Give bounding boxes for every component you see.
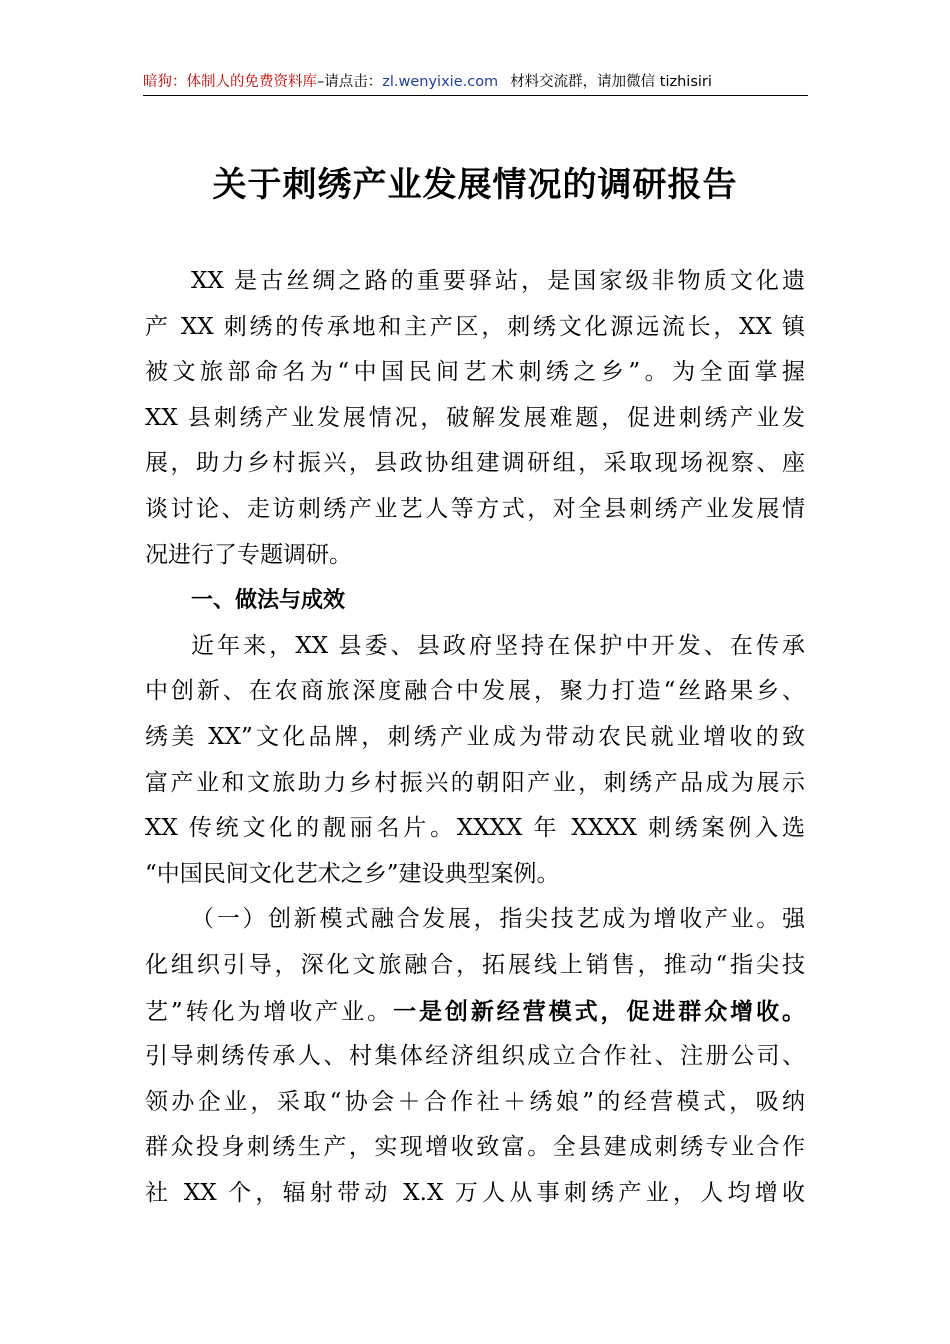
text-line: （一）创新模式融合发展，指尖技艺成为增收产业。强 — [191, 906, 805, 933]
text-line: 化组织引导，深化文旅融合，拓展线上销售，推动“指尖技 — [145, 951, 805, 978]
text-line: 富产业和文旅助力乡村振兴的朝阳产业，刺绣产品成为展示 — [145, 769, 805, 796]
text-span: 艺”转化为增收产业。 — [145, 998, 394, 1025]
page-header — [143, 70, 808, 96]
document-title: 关于刺绣产业发展情况的调研报告 — [212, 165, 738, 205]
text-line: 引导刺绣传承人、村集体经济组织成立合作社、注册公司、 — [145, 1043, 805, 1070]
header-mid: –请点击： — [317, 74, 383, 90]
header-prefix: 暗狗：体制人的免费资料库 — [143, 74, 317, 90]
text-line: 况进行了专题调研。 — [145, 541, 352, 568]
text-line: XX 是古丝绸之路的重要驿站，是国家级非物质文化遗 — [191, 268, 805, 294]
text-line: “中国民间文化艺术之乡”建设典型案例。 — [145, 860, 560, 887]
text-line: 群众投身刺绣生产，实现增收致富。全县建成刺绣专业合作 — [145, 1134, 805, 1161]
section-heading: 一、做法与成效 — [191, 588, 346, 614]
text-line: 被文旅部命名为“中国民间艺术刺绣之乡”。为全面掌握 — [145, 359, 805, 386]
bold-lead: 一是创新经营模式，促进群众增收。 — [393, 997, 806, 1025]
subsection1-paragraph — [145, 897, 805, 1216]
text-line — [145, 989, 805, 1035]
section1-paragraph — [145, 624, 805, 898]
text-line: 中创新、在农商旅深度融合中发展，聚力打造“丝路果乡、 — [145, 678, 805, 705]
header-suffix: 材料交流群，请加微信 tizhisiri — [510, 74, 712, 90]
document-body — [145, 259, 805, 1216]
text-line: 谈讨论、走访刺绣产业艺人等方式，对全县刺绣产业发展情 — [145, 495, 805, 522]
text-line: 产 XX 刺绣的传承地和主产区，刺绣文化源远流长，XX 镇 — [145, 313, 805, 340]
header-link[interactable]: zl.wenyixie.com — [382, 74, 499, 90]
text-line: 社 XX 个，辐射带动 X.X 万人从事刺绣产业，人均增收 — [145, 1179, 805, 1206]
text-line: XX 传统文化的靓丽名片。XXXX 年 XXXX 刺绣案例入选 — [145, 815, 805, 842]
text-line: 领办企业，采取“协会＋合作社＋绣娘”的经营模式，吸纳 — [145, 1088, 805, 1115]
header-divider — [143, 95, 808, 96]
text-line: XX 县刺绣产业发展情况，破解发展难题，促进刺绣产业发 — [145, 404, 805, 431]
text-line: 展，助力乡村振兴，县政协组建调研组，采取现场视察、座 — [145, 450, 805, 477]
text-line: 近年来，XX 县委、县政府坚持在保护中开发、在传承 — [191, 632, 805, 659]
intro-paragraph — [145, 259, 805, 578]
text-line: 绣美 XX”文化品牌，刺绣产业成为带动农民就业增收的致 — [145, 723, 805, 750]
